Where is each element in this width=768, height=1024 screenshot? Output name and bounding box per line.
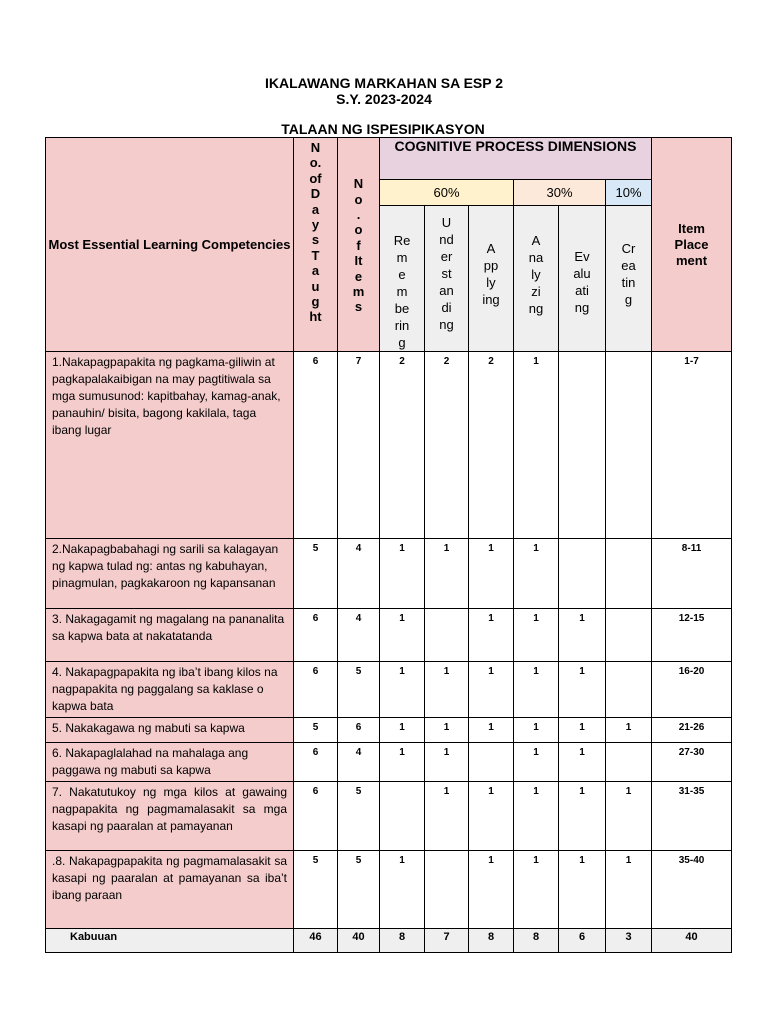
applying-cell: 1 [469,851,514,929]
level-applying: A pp ly ing [469,206,514,352]
placement-cell: 8-11 [652,539,732,609]
table-title: TALAAN NG ISPESIPIKASYON [281,121,485,137]
competency-cell: 5. Nakakagawa ng mabuti sa kapwa [46,718,294,743]
days-cell: 6 [294,782,338,851]
total-placement: 40 [652,929,732,953]
percent-30: 30% [514,180,606,206]
understanding-cell [425,851,469,929]
remembering-cell: 1 [380,662,425,718]
days-cell: 6 [294,352,338,539]
understanding-cell: 1 [425,718,469,743]
level-evaluating: Ev alu ati ng [559,206,606,352]
table-row [46,662,732,718]
analyzing-cell: 1 [514,718,559,743]
days-cell: 5 [294,851,338,929]
total-applying: 8 [469,929,514,953]
analyzing-cell: 1 [514,352,559,539]
remembering-cell: 1 [380,743,425,782]
items-header-text: N o . o f It e m s [352,176,365,315]
placement-header: Item Place ment [652,138,732,352]
placement-cell: 21-26 [652,718,732,743]
items-cell: 4 [338,609,380,662]
items-cell: 5 [338,782,380,851]
creating-cell [606,352,652,539]
evaluating-cell: 1 [559,782,606,851]
remembering-cell: 2 [380,352,425,539]
applying-cell: 1 [469,662,514,718]
level-understanding: U nd er st an di ng [425,206,469,352]
evaluating-cell: 1 [559,718,606,743]
days-cell: 6 [294,662,338,718]
evaluating-cell: 1 [559,609,606,662]
placement-cell: 1-7 [652,352,732,539]
days-taught-header-text: N o. of D a y s T a u g ht [309,140,322,325]
understanding-cell: 1 [425,782,469,851]
competency-cell: 7. Nakatutukoy ng mga kilos at gawaing nagpapakita ng pagmamalasakit sa mga kasapi ng paaralan at pamayanan [46,782,294,851]
table-row [46,851,732,929]
analyzing-cell: 1 [514,609,559,662]
analyzing-cell: 1 [514,851,559,929]
total-days: 46 [294,929,338,953]
total-understanding: 7 [425,929,469,953]
evaluating-cell: 1 [559,662,606,718]
understanding-cell: 1 [425,743,469,782]
evaluating-cell: 1 [559,743,606,782]
applying-cell: 2 [469,352,514,539]
analyzing-cell: 1 [514,662,559,718]
applying-cell: 1 [469,539,514,609]
remembering-cell [380,782,425,851]
competency-cell: 2.Nakapagbabahagi ng sarili sa kalagayan ng kapwa tulad ng: antas ng kabuhayan, pinagmulan, pagkakaroon ng kapansanan [46,539,294,609]
placement-cell: 12-15 [652,609,732,662]
creating-cell [606,662,652,718]
total-analyzing: 8 [514,929,559,953]
evaluating-cell [559,539,606,609]
applying-cell: 1 [469,782,514,851]
total-remembering: 8 [380,929,425,953]
days-cell: 6 [294,609,338,662]
competency-cell: .8. Nakapagpapakita ng pagmamalasakit sa kasapi ng paaralan at pamayanan sa iba’t ibang paraan [46,851,294,929]
percent-10: 10% [606,180,652,206]
remembering-cell: 1 [380,609,425,662]
items-cell: 6 [338,718,380,743]
evaluating-cell [559,352,606,539]
percent-60: 60% [380,180,514,206]
total-items: 40 [338,929,380,953]
days-cell: 5 [294,718,338,743]
placement-cell: 16-20 [652,662,732,718]
level-analyzing: A na ly zi ng [514,206,559,352]
document-title: IKALAWANG MARKAHAN SA ESP 2 [264,75,504,91]
level-remembering: Re m e m be rin g [380,206,425,352]
creating-cell [606,743,652,782]
table-row [46,718,732,743]
remembering-cell: 1 [380,539,425,609]
competency-cell: 3. Nakagagamit ng magalang na pananalita sa kapwa bata at nakatatanda [46,609,294,662]
table-row [46,743,732,782]
table-row [46,539,732,609]
understanding-cell: 2 [425,352,469,539]
creating-cell: 1 [606,718,652,743]
items-cell: 5 [338,851,380,929]
table-row [46,609,732,662]
days-cell: 6 [294,743,338,782]
cognitive-header: COGNITIVE PROCESS DIMENSIONS [380,138,652,180]
evaluating-cell: 1 [559,851,606,929]
remembering-cell: 1 [380,851,425,929]
remembering-cell: 1 [380,718,425,743]
creating-cell: 1 [606,782,652,851]
items-cell: 4 [338,539,380,609]
understanding-cell [425,609,469,662]
creating-cell [606,539,652,609]
items-header [338,138,380,352]
items-cell: 4 [338,743,380,782]
table-row [46,782,732,851]
placement-cell: 31-35 [652,782,732,851]
total-row [46,929,732,953]
applying-cell [469,743,514,782]
analyzing-cell: 1 [514,743,559,782]
school-year: S.Y. 2023-2024 [336,91,432,107]
analyzing-cell: 1 [514,539,559,609]
days-taught-header [294,138,338,352]
items-cell: 5 [338,662,380,718]
total-creating: 3 [606,929,652,953]
days-cell: 5 [294,539,338,609]
creating-cell [606,609,652,662]
analyzing-cell: 1 [514,782,559,851]
total-label: Kabuuan [46,929,294,953]
creating-cell: 1 [606,851,652,929]
competency-cell: 1.Nakapagpapakita ng pagkama-giliwin at pagkapalakaibigan na may pagtitiwala sa mga sumusunod: kapitbahay, kamag-anak, panauhin/ bisita, bagong kakilala, taga ibang lugar [46,352,294,539]
specification-table [45,137,732,953]
competency-header: Most Essential Learning Competencies [46,138,294,352]
competency-cell: 6. Nakapaglalahad na mahalaga ang paggawa ng mabuti sa kapwa [46,743,294,782]
placement-cell: 27-30 [652,743,732,782]
competency-cell: 4. Nakapagpapakita ng iba’t ibang kilos na nagpapakita ng paggalang sa kaklase o kapwa bata [46,662,294,718]
understanding-cell: 1 [425,539,469,609]
items-cell: 7 [338,352,380,539]
applying-cell: 1 [469,609,514,662]
understanding-cell: 1 [425,662,469,718]
placement-cell: 35-40 [652,851,732,929]
level-creating: Cr ea tin g [606,206,652,352]
table-row [46,352,732,539]
total-evaluating: 6 [559,929,606,953]
applying-cell: 1 [469,718,514,743]
